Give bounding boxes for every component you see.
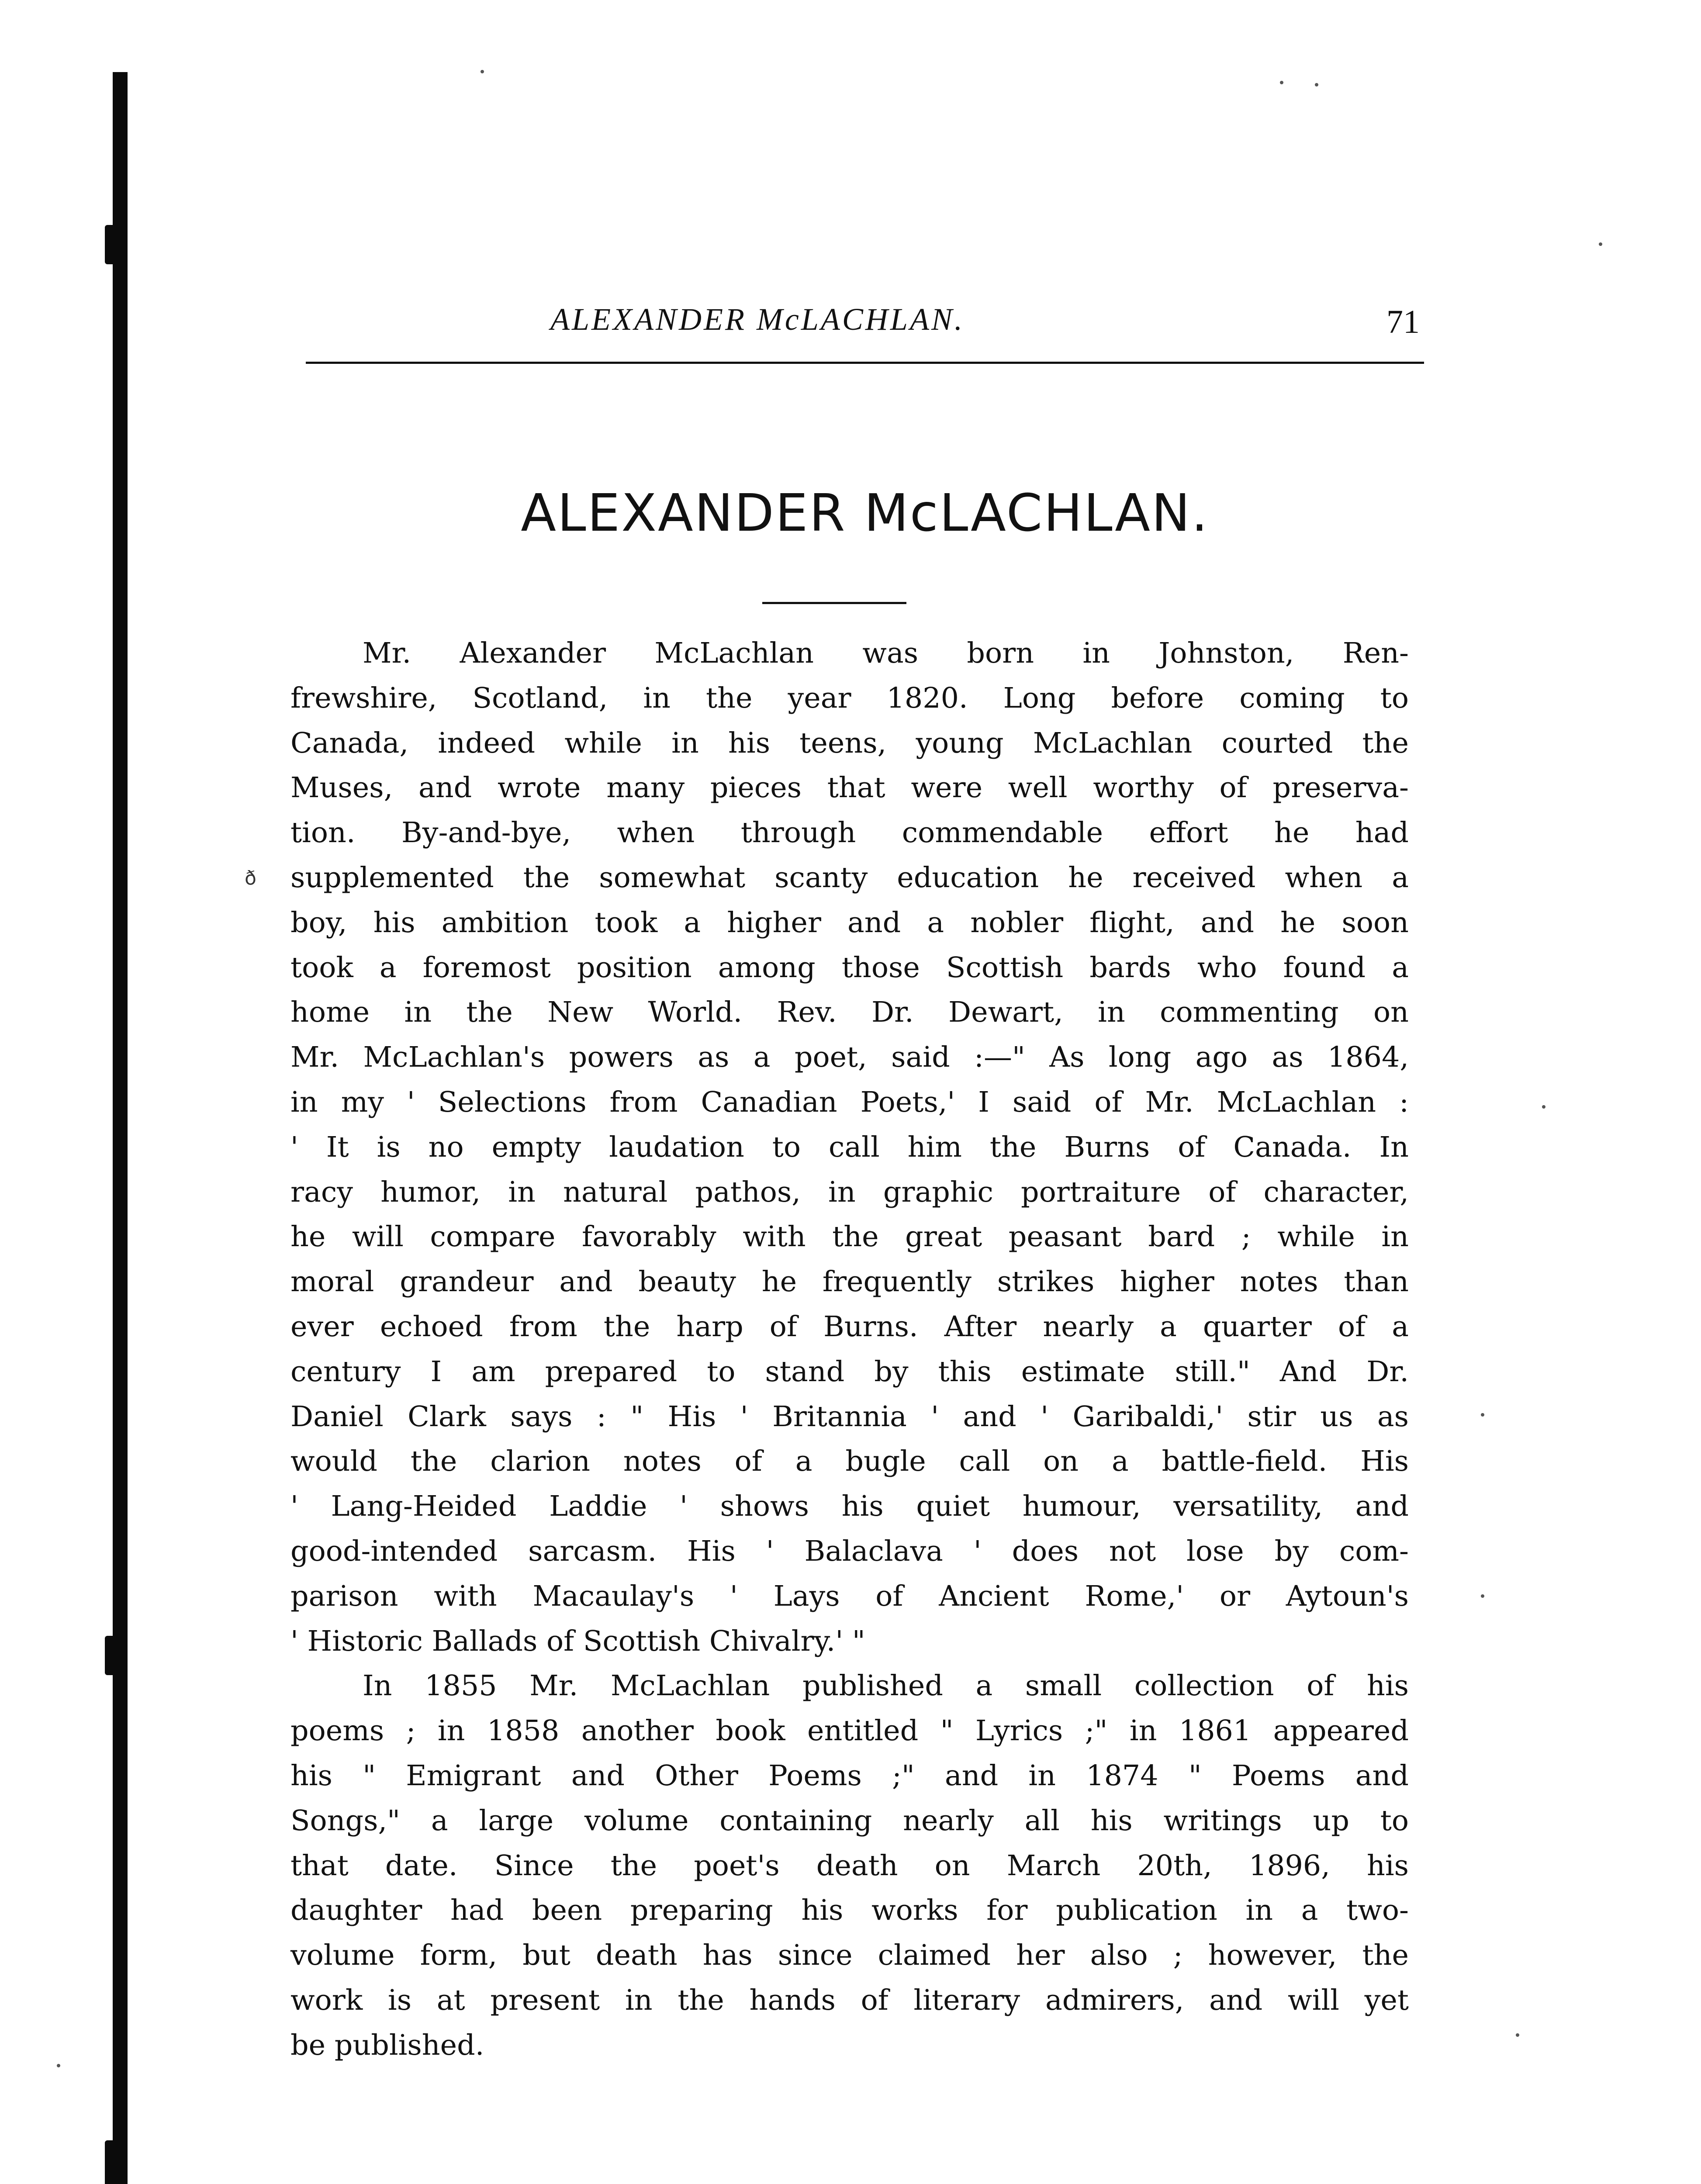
paper-speck	[1280, 81, 1283, 84]
paper-speck	[1481, 1594, 1484, 1598]
text-line: Songs," a large volume containing nearly all his writings up to	[290, 1804, 1409, 1837]
text-line: ever echoed from the harp of Burns. After nearly a quarter of a	[290, 1310, 1409, 1343]
text-line: parison with Macaulay's ' Lays of Ancient Rome,' or Aytoun's	[290, 1579, 1409, 1613]
text-line: racy humor, in natural pathos, in graphic portraiture of character,	[290, 1175, 1409, 1209]
text-line: that date. Since the poet's death on March 20th, 1896, his	[290, 1849, 1409, 1882]
text-line: his " Emigrant and Other Poems ;" and in 1874 " Poems and	[290, 1759, 1409, 1792]
text-line: daughter had been preparing his works for publication in a two-	[290, 1894, 1409, 1927]
page-header	[306, 301, 1424, 363]
margin-mark: ð	[245, 867, 256, 889]
text-line: would the clarion notes of a bugle call on a battle-field. His	[290, 1445, 1409, 1478]
text-line: poems ; in 1858 another book entitled " Lyrics ;" in 1861 appeared	[290, 1714, 1409, 1748]
text-line: Daniel Clark says : " His ' Britannia ' and ' Garibaldi,' stir us as	[290, 1400, 1409, 1433]
header-rule	[306, 362, 1424, 364]
text-line: frewshire, Scotland, in the year 1820. Long before coming to	[290, 681, 1409, 715]
text-line: boy, his ambition took a higher and a nobler flight, and he soon	[290, 906, 1409, 939]
text-line: Mr. Alexander McLachlan was born in Johnston, Ren-	[363, 637, 1409, 670]
text-line: home in the New World. Rev. Dr. Dewart, in commenting on	[290, 996, 1409, 1029]
text-line: good-intended sarcasm. His ' Balaclava ' does not lose by com-	[290, 1534, 1409, 1568]
binding-edge	[113, 72, 128, 2184]
binding-mark	[105, 1636, 118, 1675]
text-line: volume form, but death has since claimed her also ; however, the	[290, 1939, 1409, 1972]
paper-speck	[1599, 242, 1602, 246]
paper-speck	[57, 2064, 60, 2067]
text-line: work is at present in the hands of literary admirers, and will yet	[290, 1984, 1409, 2017]
paper-speck	[481, 70, 484, 73]
body-text	[290, 631, 1409, 2068]
text-line: supplemented the somewhat scanty education he received when a	[290, 861, 1409, 894]
text-line: In 1855 Mr. McLachlan published a small collection of his	[363, 1669, 1409, 1703]
text-line: ' Historic Ballads of Scottish Chivalry.' "	[290, 1624, 865, 1658]
binding-mark	[105, 225, 118, 264]
page-number: 71	[1386, 304, 1420, 340]
text-line: tion. By-and-bye, when through commendable effort he had	[290, 816, 1409, 850]
paper-speck	[1516, 2033, 1519, 2037]
text-line: ' It is no empty laudation to call him the Burns of Canada. In	[290, 1130, 1409, 1164]
text-line: be published.	[290, 2028, 484, 2062]
text-line: Canada, indeed while in his teens, young McLachlan courted the	[290, 726, 1409, 760]
text-line: Muses, and wrote many pieces that were well worthy of preserva-	[290, 771, 1409, 805]
title-rule	[762, 602, 906, 604]
article-title: ALEXANDER McLACHLAN.	[521, 483, 1209, 543]
text-line: Mr. McLachlan's powers as a poet, said :—" As long ago as 1864,	[290, 1041, 1409, 1074]
running-title: ALEXANDER McLACHLAN.	[550, 302, 965, 337]
paper-speck	[1542, 1105, 1545, 1109]
text-line: ' Lang-Heided Laddie ' shows his quiet humour, versatility, and	[290, 1490, 1409, 1523]
binding-mark	[105, 2140, 118, 2184]
text-line: he will compare favorably with the great peasant bard ; while in	[290, 1220, 1409, 1254]
text-line: century I am prepared to stand by this estimate still." And Dr.	[290, 1355, 1409, 1388]
paper-speck	[1481, 1413, 1484, 1417]
text-line: took a foremost position among those Scottish bards who found a	[290, 951, 1409, 984]
text-line: in my ' Selections from Canadian Poets,' I said of Mr. McLachlan :	[290, 1085, 1409, 1119]
text-line: moral grandeur and beauty he frequently strikes higher notes than	[290, 1265, 1409, 1299]
paper-speck	[1315, 83, 1318, 86]
